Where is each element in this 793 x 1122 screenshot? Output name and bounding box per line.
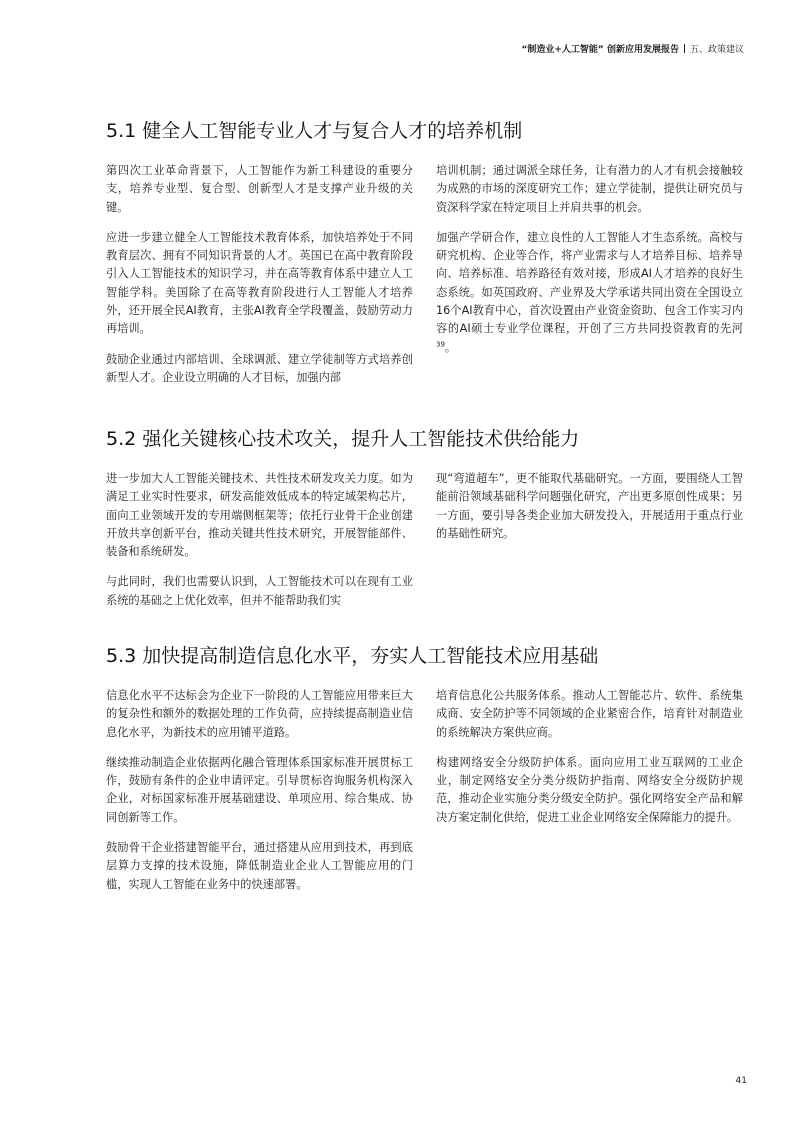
section-5-1 (106, 118, 746, 384)
chapter-title: 五、政策建议 (689, 45, 744, 55)
left-column (106, 687, 413, 894)
paragraph: 继续推动制造企业依据两化融合管理体系国家标准开展贯标工作，鼓励有条件的企业申请评定。引导贯标咨询服务机构深入企业，对标国家标准开展基础建设、单项应用、综合集成、协同创新等工作。 (106, 755, 413, 824)
paragraph: 鼓励骨干企业搭建智能平台，通过搭建从应用到技术，再到底层算力支撑的技术设施，降低制造业企业人工智能应用的门槛，实现人工智能在业务中的快速部署。 (106, 841, 413, 891)
paragraph: 现“弯道超车”，更不能取代基础研究。一方面，要围绕人工智能前沿领域基础科学问题强化研究，产出更多原创性成果；另一方面，要引导各类企业加大研发投入，开展适用于重点行业的基础性研究。 (436, 472, 743, 540)
report-title: “制造业+人工智能” 创新应用发展报告 (521, 45, 679, 55)
paragraph: 加强产学研合作，建立良性的人工智能人才生态系统。高校与研究机构、企业等合作，将产业需求与人才培养目标、培养导向、培养标准、培养路径有效对接，形成AI人才培养的良好生态系统。如英国政府、产业界及大学承诺共同出资在全国设立16个AI教育中心，首次设置由产业资金资助、包含工作实习内容的AI硕士专业学位课程，开创了三方共同投资教育的先河$^{39}$。 (436, 230, 743, 354)
right-column (436, 470, 743, 543)
section-5-2 (106, 426, 746, 607)
right-column (436, 687, 743, 827)
footnote-ref: 39 (436, 339, 445, 348)
left-column (106, 162, 413, 387)
paragraph-text: 加强产学研合作，建立良性的人工智能人才生态系统。高校与研究机构、企业等合作，将产业需求与人才培养目标、培养导向、培养标准、培养路径有效对接，形成AI人才培养的良好生态系统。如英国政府、产业界及大学承诺共同出资在全国设立16个AI教育中心，首次设置由产业资金资助、包含工作实习内容的AI硕士专业学位课程，开创了三方共同投资教育的先河 (436, 230, 743, 336)
section-heading: 5.2 强化关键核心技术攻关，提升人工智能技术供给能力 (106, 428, 580, 450)
header-divider (684, 44, 685, 53)
section-heading: 5.3 加快提高制造信息化水平，夯实人工智能技术应用基础 (106, 645, 599, 667)
running-header (521, 44, 744, 56)
paragraph: 信息化水平不达标会为企业下一阶段的人工智能应用带来巨大的复杂性和额外的数据处理的工作负荷，应持续提高制造业信息化水平，为新技术的应用铺平道路。 (106, 689, 413, 739)
paragraph: 与此同时，我们也需要认识到，人工智能技术可以在现有工业系统的基础之上优化效率，但并不能帮助我们实 (106, 575, 413, 607)
paragraph: 应进一步建立健全人工智能技术教育体系，加快培养处于不同教育层次、拥有不同知识背景的人才。英国已在高中教育阶段引入人工智能技术的知识学习，并在高等教育体系中建立人工智能学科。美国除了在高等教育阶段进行人工智能人才培养外，还开展全民AI教育，主张AI教育全学段覆盖，鼓励劳动力再培训。 (106, 230, 413, 336)
section-5-3 (106, 643, 746, 891)
paragraph: 第四次工业革命背景下，人工智能作为新工科建设的重要分支，培养专业型、复合型、创新型人才是支撑产业升级的关键。 (106, 164, 413, 214)
page-number: 41 (735, 1076, 747, 1086)
section-heading: 5.1 健全人工智能专业人才与复合人才的培养机制 (106, 120, 523, 142)
paragraph: 培训机制；通过调派全球任务，让有潜力的人才有机会接触较为成熟的市场的深度研究工作；建立学徒制，提供让研究员与资深科学家在特定项目上并肩共事的机会。 (436, 164, 743, 214)
paragraph: 构建网络安全分级防护体系。面向应用工业互联网的工业企业，制定网络安全分类分级防护指南、网络安全分级防护规范，推动企业实施分类分级安全防护。强化网络安全产品和解决方案定制化供给，促进工业企业网络安全保障能力的提升。 (436, 755, 743, 824)
paragraph: 鼓励企业通过内部培训、全球调派、建立学徒制等方式培养创新型人才。企业设立明确的人才目标，加强内部 (106, 352, 413, 384)
right-column (436, 162, 743, 357)
paragraph: 培育信息化公共服务体系。推动人工智能芯片、软件、系统集成商、安全防护等不同领域的企业紧密合作，培育针对制造业的系统解决方案供应商。 (436, 689, 743, 739)
paragraph: 进一步加大人工智能关键技术、共性技术研发攻关力度。如为满足工业实时性要求，研发高能效低成本的特定域架构芯片，面向工业领域开发的专用端侧框架等；依托行业骨干企业创建开放共享创新平台，推动关键共性技术研究，开展智能部件、装备和系统研发。 (106, 472, 413, 559)
left-column (106, 470, 413, 610)
